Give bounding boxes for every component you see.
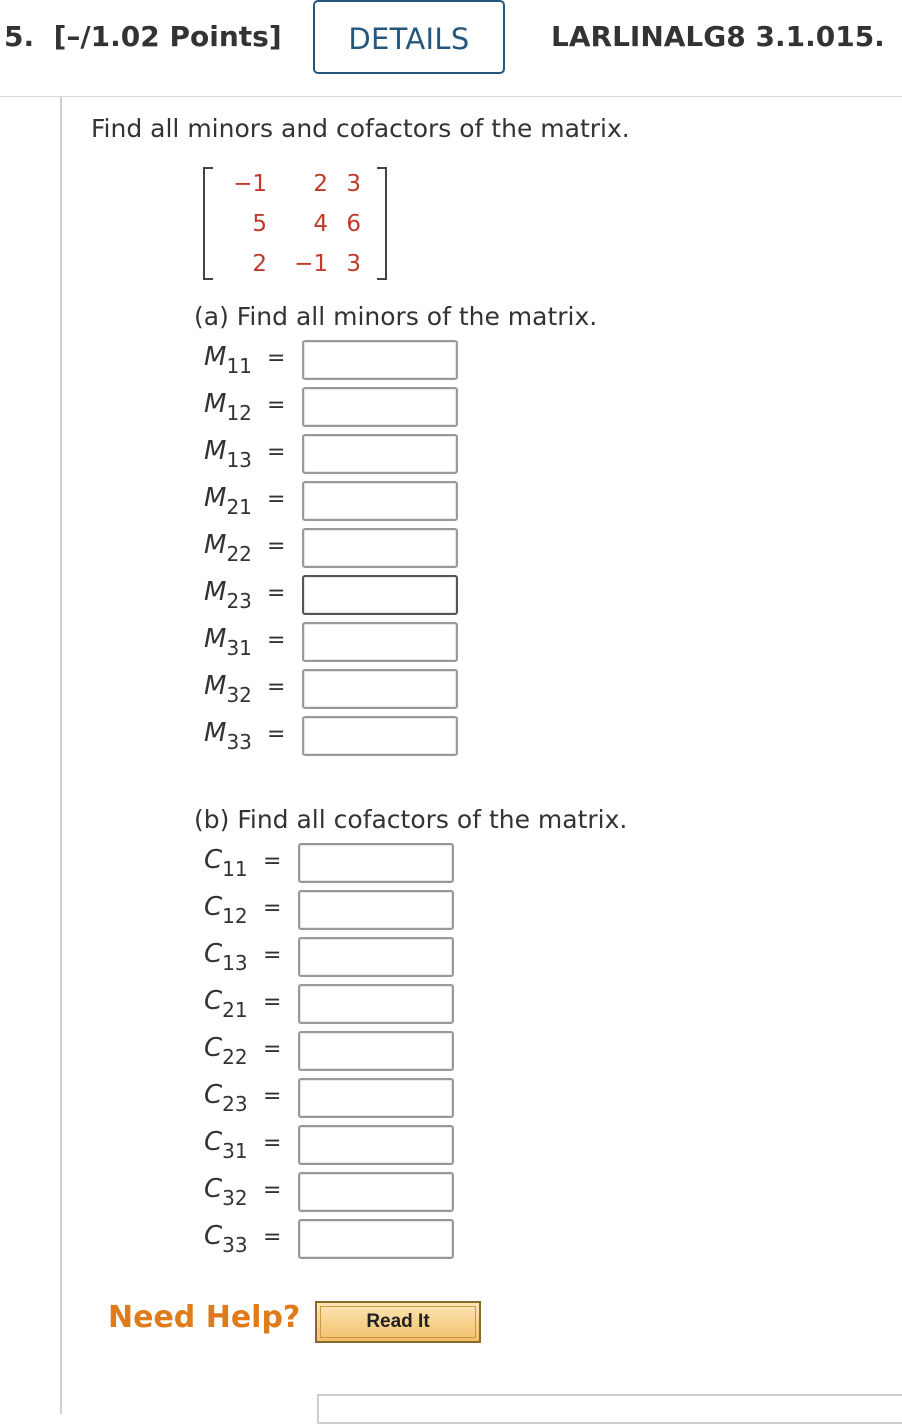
cofactor-subscript: 11 (222, 857, 248, 881)
cofactor-input-22[interactable] (298, 1031, 454, 1071)
equals-sign: = (263, 1037, 282, 1062)
cofactor-label-21 (204, 986, 248, 1022)
minor-label-13 (204, 436, 252, 472)
equals-sign: = (267, 628, 286, 653)
question-header (0, 0, 902, 97)
minor-letter: M (204, 624, 227, 654)
matrix-cell-3-2: −1 (294, 251, 328, 277)
cofactor-row-22 (204, 1031, 464, 1072)
cofactor-row-11 (204, 843, 464, 884)
equals-sign: = (267, 581, 286, 606)
cofactor-label-31 (204, 1127, 248, 1163)
matrix-left-bracket (203, 167, 213, 280)
cofactor-input-31[interactable] (298, 1125, 454, 1165)
minor-subscript: 22 (226, 542, 252, 566)
cofactor-subscript: 21 (222, 998, 248, 1022)
minor-row-13 (204, 434, 464, 475)
equals-sign: = (263, 1178, 282, 1203)
cofactor-input-23[interactable] (298, 1078, 454, 1118)
cofactor-letter: C (204, 845, 223, 875)
cofactor-label-12 (204, 892, 248, 928)
question-number: 5. (4, 20, 35, 53)
minor-subscript: 32 (226, 683, 252, 707)
minor-letter: M (204, 483, 227, 513)
minor-subscript: 23 (226, 589, 252, 613)
question-prompt: Find all minors and cofactors of the matrix. (91, 114, 630, 143)
cofactor-row-13 (204, 937, 464, 978)
cofactor-label-22 (204, 1033, 248, 1069)
question-number-and-points (4, 20, 282, 53)
matrix (203, 167, 387, 278)
cofactor-input-32[interactable] (298, 1172, 454, 1212)
matrix-cell-1-3: 3 (346, 171, 361, 197)
equals-sign: = (263, 1131, 282, 1156)
cofactor-row-32 (204, 1172, 464, 1213)
question-points: [–/1.02 Points] (53, 20, 282, 53)
cofactor-label-33 (204, 1221, 248, 1257)
cofactor-letter: C (204, 939, 223, 969)
matrix-right-bracket (377, 167, 387, 280)
next-question-panel-edge (317, 1394, 902, 1424)
cofactor-letter: C (204, 892, 223, 922)
equals-sign: = (267, 534, 286, 559)
minor-label-21 (204, 483, 252, 519)
minor-row-23 (204, 575, 464, 616)
equals-sign: = (267, 722, 286, 747)
cofactor-letter: C (204, 1174, 223, 1204)
cofactor-letter: C (204, 986, 223, 1016)
cofactor-input-13[interactable] (298, 937, 454, 977)
cofactor-letter: C (204, 1033, 223, 1063)
minor-subscript: 13 (226, 448, 252, 472)
equals-sign: = (267, 440, 286, 465)
minor-input-12[interactable] (302, 387, 458, 427)
cofactor-subscript: 33 (222, 1233, 248, 1257)
matrix-cell-1-2: 2 (313, 171, 328, 197)
read-it-button[interactable] (315, 1301, 481, 1343)
minor-row-22 (204, 528, 464, 569)
minor-input-33[interactable] (302, 716, 458, 756)
matrix-cell-2-3: 6 (346, 211, 361, 237)
matrix-cell-1-1: −1 (233, 171, 267, 197)
cofactor-input-11[interactable] (298, 843, 454, 883)
equals-sign: = (267, 346, 286, 371)
cofactor-row-12 (204, 890, 464, 931)
minor-label-31 (204, 624, 252, 660)
minor-letter: M (204, 718, 227, 748)
equals-sign: = (263, 1225, 282, 1250)
equals-sign: = (267, 487, 286, 512)
cofactor-row-23 (204, 1078, 464, 1119)
minor-label-12 (204, 389, 252, 425)
minor-label-11 (204, 342, 252, 378)
minor-input-11[interactable] (302, 340, 458, 380)
minor-row-11 (204, 340, 464, 381)
equals-sign: = (263, 990, 282, 1015)
question-id: LARLINALG8 3.1.015. (551, 20, 885, 53)
cofactor-label-11 (204, 845, 248, 881)
minor-subscript: 12 (226, 401, 252, 425)
cofactor-letter: C (204, 1080, 223, 1110)
read-it-label: Read It (366, 1311, 430, 1332)
minor-subscript: 21 (226, 495, 252, 519)
left-rule (60, 97, 62, 1414)
minor-subscript: 33 (226, 730, 252, 754)
header-divider (0, 96, 902, 97)
minor-label-23 (204, 577, 252, 613)
minor-subscript: 11 (226, 354, 252, 378)
minor-letter: M (204, 389, 227, 419)
minor-row-32 (204, 669, 464, 710)
minor-subscript: 31 (226, 636, 252, 660)
cofactor-row-33 (204, 1219, 464, 1260)
minor-input-23[interactable] (302, 575, 458, 615)
cofactor-subscript: 22 (222, 1045, 248, 1069)
minor-letter: M (204, 671, 227, 701)
minor-input-22[interactable] (302, 528, 458, 568)
cofactor-subscript: 31 (222, 1139, 248, 1163)
matrix-cell-2-1: 5 (252, 211, 267, 237)
cofactor-label-23 (204, 1080, 248, 1116)
cofactor-label-13 (204, 939, 248, 975)
equals-sign: = (263, 943, 282, 968)
cofactor-letter: C (204, 1221, 223, 1251)
equals-sign: = (267, 393, 286, 418)
minor-letter: M (204, 342, 227, 372)
minor-label-32 (204, 671, 252, 707)
minor-label-22 (204, 530, 252, 566)
cofactor-subscript: 32 (222, 1186, 248, 1210)
matrix-cell-3-3: 3 (346, 251, 361, 277)
minor-input-32[interactable] (302, 669, 458, 709)
cofactor-subscript: 13 (222, 951, 248, 975)
minor-input-21[interactable] (302, 481, 458, 521)
equals-sign: = (263, 849, 282, 874)
cofactor-label-32 (204, 1174, 248, 1210)
cofactor-row-21 (204, 984, 464, 1025)
minor-row-21 (204, 481, 464, 522)
minor-letter: M (204, 530, 227, 560)
minor-letter: M (204, 577, 227, 607)
minor-input-13[interactable] (302, 434, 458, 474)
matrix-cell-3-1: 2 (252, 251, 267, 277)
cofactor-subscript: 23 (222, 1092, 248, 1116)
need-help-label: Need Help? (108, 1300, 301, 1335)
cofactor-input-33[interactable] (298, 1219, 454, 1259)
part-b-title: (b) Find all cofactors of the matrix. (194, 805, 628, 834)
minor-letter: M (204, 436, 227, 466)
equals-sign: = (267, 675, 286, 700)
equals-sign: = (263, 896, 282, 921)
cofactor-subscript: 12 (222, 904, 248, 928)
minor-row-12 (204, 387, 464, 428)
part-a-title: (a) Find all minors of the matrix. (194, 302, 598, 331)
cofactor-input-12[interactable] (298, 890, 454, 930)
minor-label-33 (204, 718, 252, 754)
cofactor-letter: C (204, 1127, 223, 1157)
minor-input-31[interactable] (302, 622, 458, 662)
cofactor-row-31 (204, 1125, 464, 1166)
minor-row-31 (204, 622, 464, 663)
equals-sign: = (263, 1084, 282, 1109)
details-button[interactable]: DETAILS (313, 0, 505, 74)
cofactor-input-21[interactable] (298, 984, 454, 1024)
minor-row-33 (204, 716, 464, 757)
matrix-cell-2-2: 4 (313, 211, 328, 237)
